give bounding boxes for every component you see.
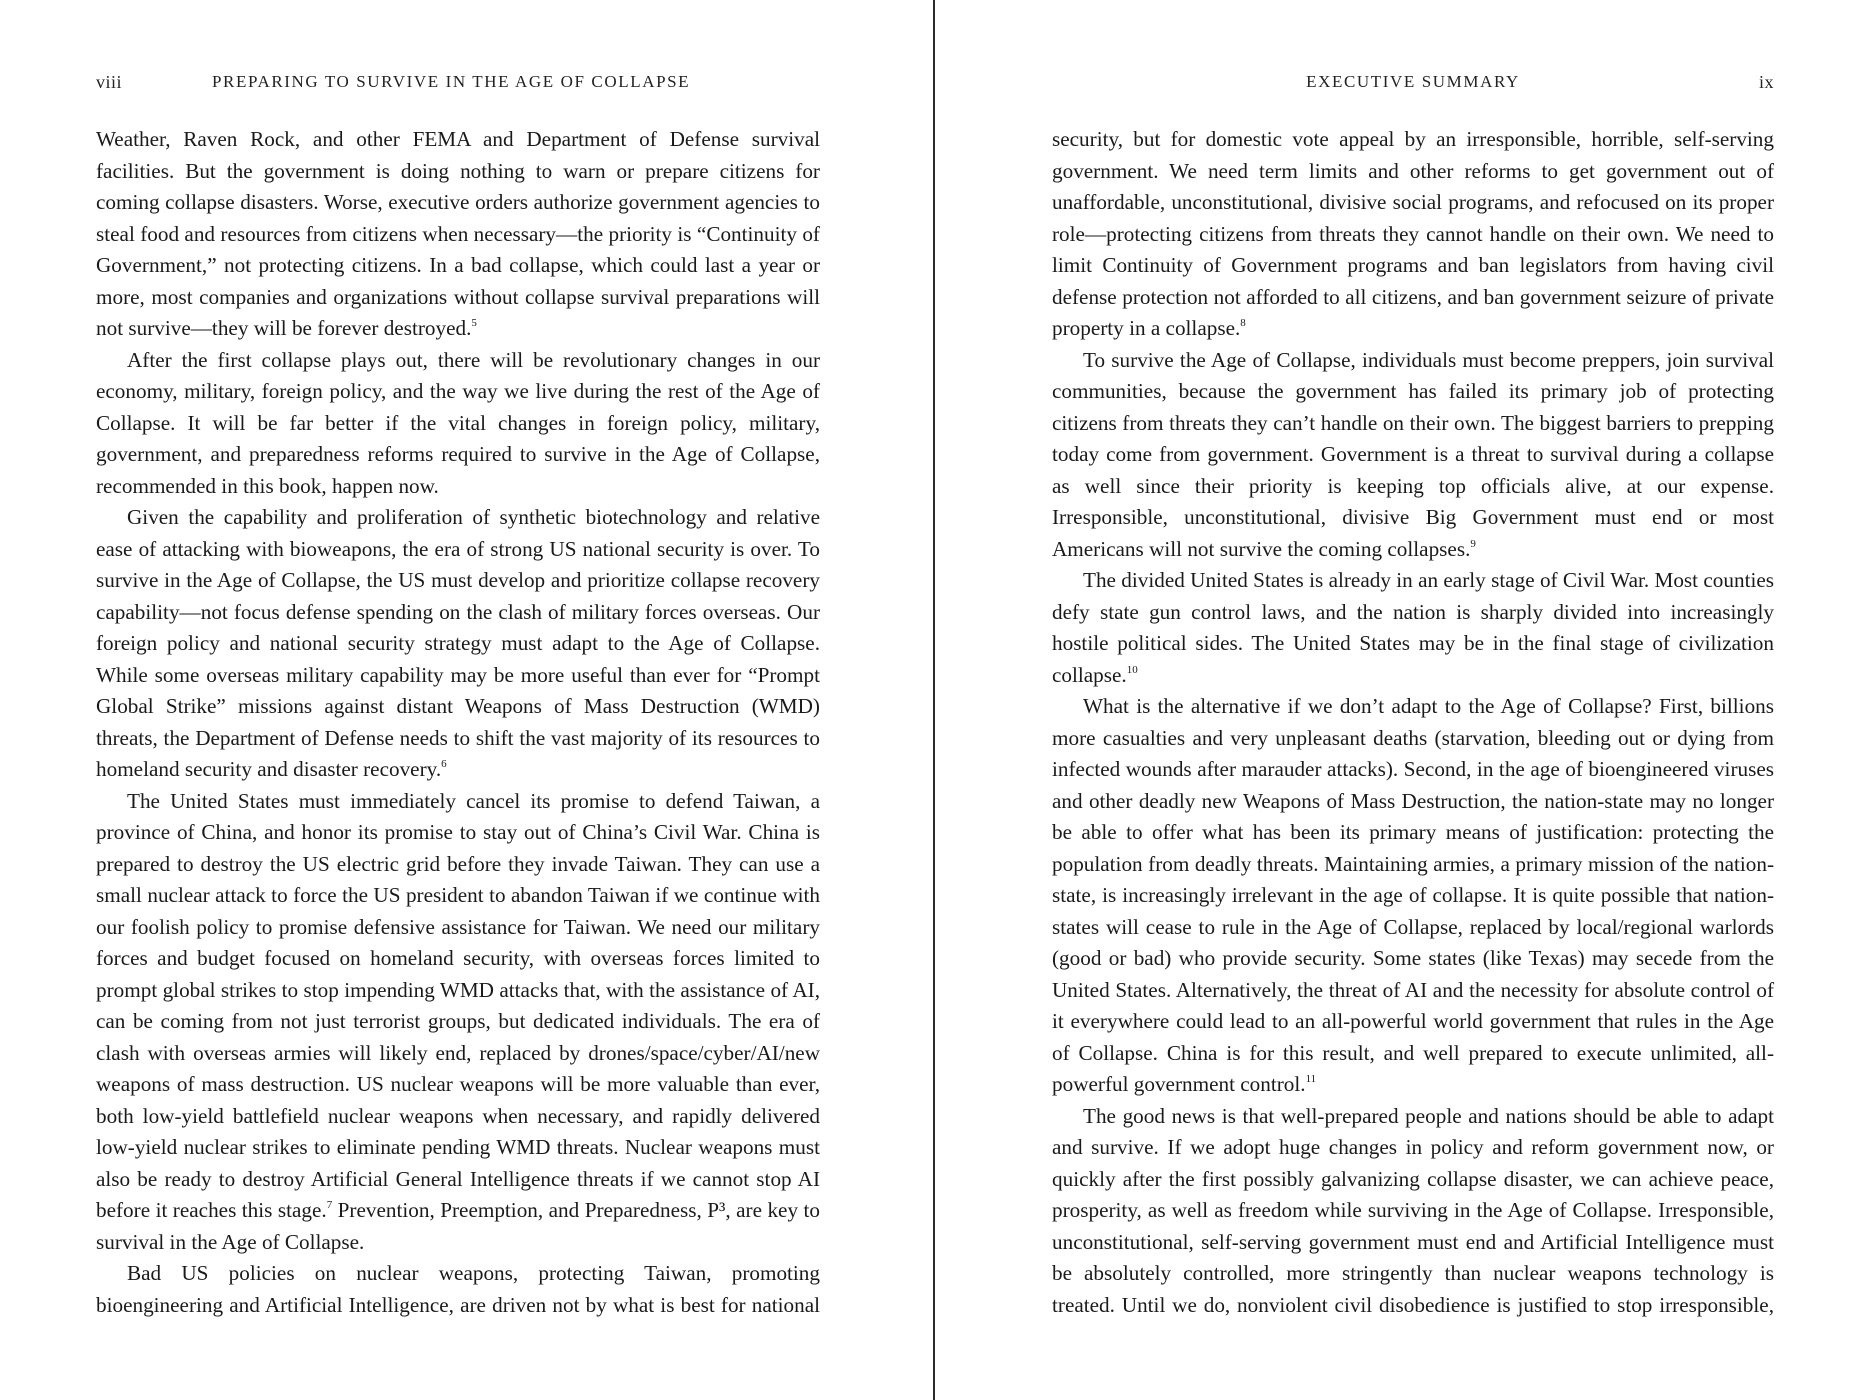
- right-running-head: [1052, 72, 1774, 94]
- paragraph: Given the capability and proliferation of synthetic biotechnology and relative ease of attacking with bioweapons, the era of strong US national security is over. To survive in the Age of Collapse, the US must develop and prioritize collapse recovery capability—not focus defense spending on the clash of military forces overseas. Our foreign policy and national security strategy must adapt to the Age of Collapse. While some overseas military capability may be more useful than ever for “Prompt Global Strike” missions against distant Weapons of Mass Destruction (WMD) threats, the Department of Defense needs to shift the vast majority of its resources to homeland security and disaster recovery.$^6$: [96, 505, 820, 781]
- paragraph: security, but for domestic vote appeal by an irresponsible, horrible, self-serving government. We need term limits and other reforms to get government out of unaffordable, unconstitutional, divisive social programs, and refocused on its proper role—protecting citizens from threats they cannot handle on their own. We need to limit Continuity of Government programs and ban legislators from having civil defense protection not afforded to all citizens, and ban government seizure of private property in a collapse.$^8$: [1052, 127, 1774, 340]
- paragraph: The good news is that well-prepared people and nations should be able to adapt and survive. If we adopt huge changes in policy and reform government now, or quickly after the first possibly galvanizing collapse disaster, we can achieve peace, prosperity, as well as freedom while surviving in the Age of Collapse. Irresponsible, unconstitutional, self-serving government must end and Artificial Intelligence must be absolutely controlled, more stringently than nuclear weapons technology is treated. Until we do, nonviolent civil disobedience is justified to stop irresponsible,: [1052, 1103, 1774, 1317]
- footnote-ref: 11: [1305, 1073, 1317, 1085]
- right-page-body: [1052, 124, 1774, 1321]
- paragraph: The United States must immediately cancel its promise to defend Taiwan, a province of China, and honor its promise to stay out of China’s Civil War. China is prepared to destroy the US electric grid before they invade Taiwan. They can use a small nuclear attack to force the US president to abandon Taiwan if we continue with our foolish policy to promise defensive assistance for Taiwan. We need our military forces and budget focused on homeland security, with overseas forces limited to prompt global strikes to stop impending WMD attacks that, with the assistance of AI, can be coming from not just terrorist groups, but dedicated individuals. The era of clash with overseas armies will likely end, replaced by drones/space/cyber/AI/new weapons of mass destruction. US nuclear weapons will be more valuable than ever, both low-yield battlefield nuclear weapons when necessary, and rapidly delivered low-yield nuclear strikes to eliminate pending WMD threats. Nuclear weapons must also be ready to destroy Artificial General Intelligence threats if we cannot stop AI before it reaches this stage.$^7$ Prevention, Preemption, and Preparedness, P³, are key to survival in the Age of Collapse.: [96, 788, 820, 1254]
- paragraph: To survive the Age of Collapse, individuals must become preppers, join survival communities, because the government has failed its primary job of protecting citizens from threats they can’t handle on their own. The biggest barriers to prepping today come from government. Government is a threat to survival during a collapse as well since their priority is keeping top officials alive, at our expense. Irresponsible, unconstitutional, divisive Big Government must end or most Americans will not survive the coming collapses.$^9$: [1052, 347, 1774, 561]
- right-page: [1052, 0, 1774, 1400]
- paragraph: After the first collapse plays out, there will be revolutionary changes in our economy, military, foreign policy, and the way we live during the rest of the Age of Collapse. It will be far better if the vital changes in foreign policy, military, government, and preparedness reforms required to survive in the Age of Collapse, recommended in this book, happen now.: [96, 347, 820, 498]
- page-number: ix: [1758, 72, 1774, 92]
- left-running-head: [96, 72, 820, 94]
- running-head-title: PREPARING TO SURVIVE IN THE AGE OF COLLAPSE: [212, 72, 691, 91]
- paragraph: What is the alternative if we don’t adapt to the Age of Collapse? First, billions more casualties and very unpleasant deaths (starvation, bleeding out or dying from infected wounds after marauder attacks). Second, in the age of bioengineered viruses and other deadly new Weapons of Mass Destruction, the nation-state may no longer be able to offer what has been its primary means of justification: protecting the population from deadly threats. Maintaining armies, a primary mission of the nation-state, is increasingly irrelevant in the age of collapse. It is quite possible that nation-states will cease to rule in the Age of Collapse, replaced by local/regional warlords (good or bad) who provide security. Some states (like Texas) may secede from the United States. Alternatively, the threat of AI and the necessity for absolute control of it everywhere could lead to an all-powerful world government that rules in the Age of Collapse. China is for this result, and well prepared to execute unlimited, all-powerful government control.$^{11}$: [1052, 694, 1774, 1096]
- footnote-ref: 9: [1470, 537, 1476, 550]
- footnote-ref: 8: [1240, 317, 1246, 329]
- paragraph: Bad US policies on nuclear weapons, protecting Taiwan, promoting bioengineering and Artificial Intelligence, are driven not by what is best for national: [96, 1261, 820, 1317]
- footnote-ref: 5: [471, 317, 477, 329]
- footnote-ref: 7: [326, 1199, 333, 1211]
- left-page: [96, 0, 820, 1400]
- paragraph: The divided United States is already in an early stage of Civil War. Most counties defy state gun control laws, and the nation is sharply divided into increasingly hostile political sides. The United States may be in the final stage of civilization collapse.$^{10}$: [1052, 568, 1774, 687]
- left-page-body: [96, 124, 820, 1321]
- footnote-ref: 6: [441, 758, 447, 770]
- book-spine-divider: [933, 0, 935, 1400]
- page-number: viii: [96, 72, 123, 92]
- footnote-ref: 10: [1126, 663, 1138, 676]
- running-head-title: EXECUTIVE SUMMARY: [1306, 72, 1520, 91]
- paragraph: Weather, Raven Rock, and other FEMA and Department of Defense survival facilities. But the government is doing nothing to warn or prepare citizens for coming collapse disasters. Worse, executive orders authorize government agencies to steal food and resources from citizens when necessary—the priority is “Continuity of Government,” not protecting citizens. In a bad collapse, which could last a year or more, most companies and organizations without collapse survival preparations will not survive—they will be forever destroyed.$^5$: [96, 127, 820, 340]
